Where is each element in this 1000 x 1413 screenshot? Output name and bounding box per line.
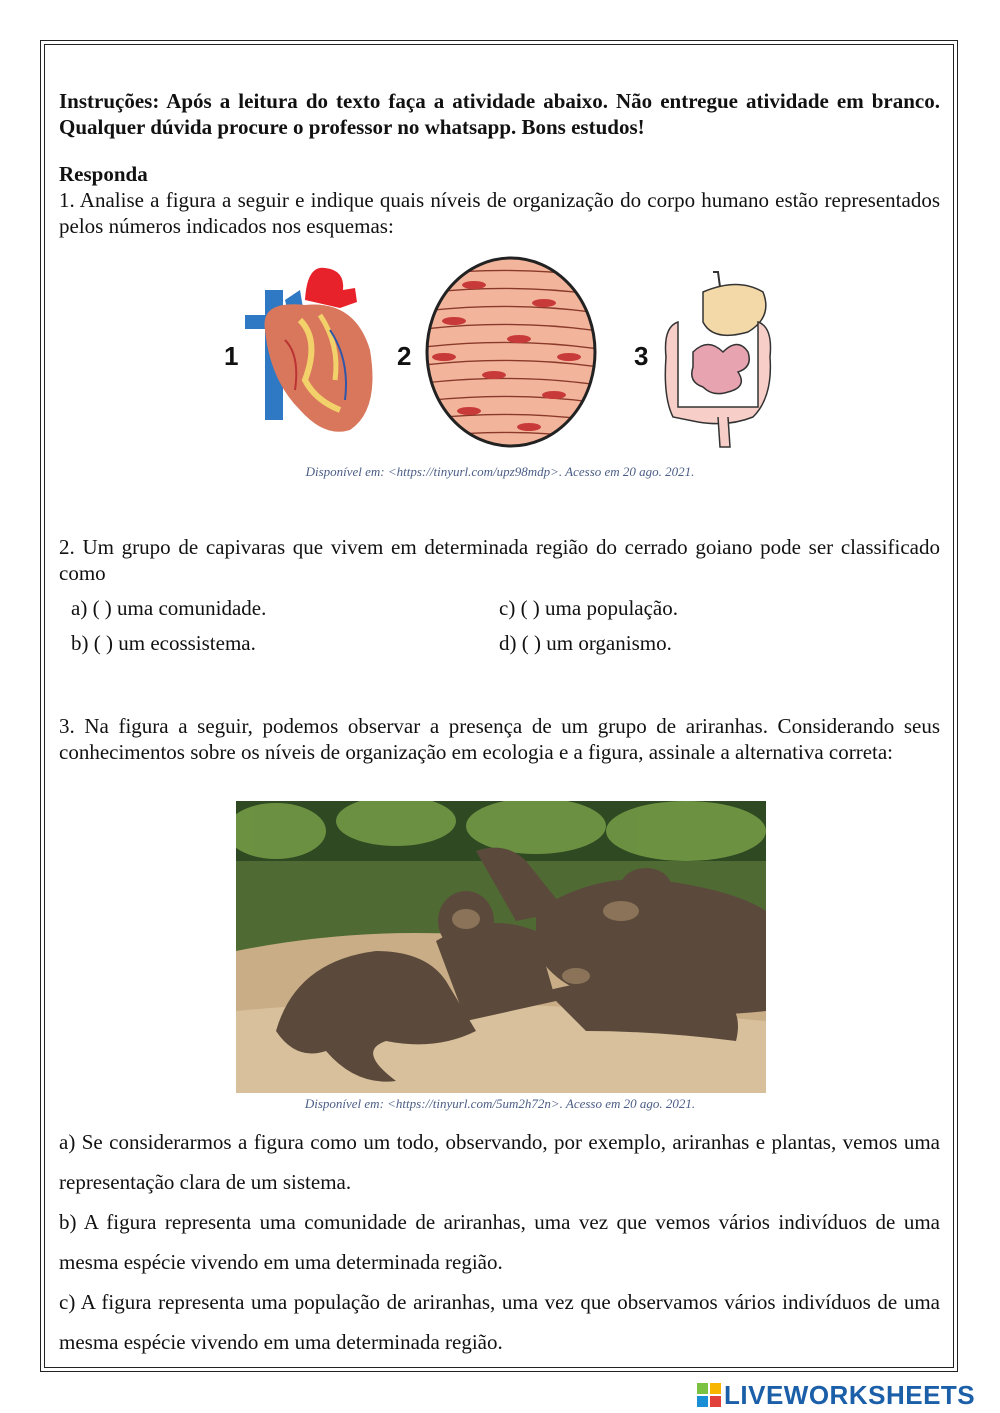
question-2-option-b[interactable]: b) ( ) um ecossistema. — [71, 631, 256, 655]
question-2-option-a[interactable]: a) ( ) uma comunidade. — [71, 596, 267, 620]
question-2 — [59, 534, 940, 586]
liveworksheets-logo — [697, 1380, 975, 1410]
digestive-system-illustration — [658, 267, 783, 452]
heart-illustration — [245, 260, 380, 435]
instructions-text: Instruções: Após a leitura do texto faça a atividade abaixo. Não entregue atividade em branco. Qualquer dúvida procure o professor no whatsapp. Bons estudos! — [59, 89, 940, 139]
question-2-option-d[interactable]: d) ( ) um organismo. — [499, 631, 672, 655]
figure-label-2: 2 — [397, 341, 412, 371]
liveworksheets-logo-icon — [697, 1383, 721, 1407]
question-3-text: 3. Na figura a seguir, podemos observar a presença de um grupo de ariranhas. Considerando seus conhecimentos sobre os níveis de organização em ecologia e a figura, assinale a alternativa correta: — [59, 714, 940, 764]
question-1-text: 1. Analise a figura a seguir e indique quais níveis de organização do corpo humano estão representados pelos números indicados nos esquemas: — [59, 188, 940, 238]
question-3 — [59, 713, 940, 765]
question-3-answers — [59, 1122, 940, 1362]
question-3-answer-a[interactable]: a) Se considerarmos a figura como um todo, observando, por exemplo, ariranhas e plantas, vemos uma representação clara de um sistema. — [59, 1130, 940, 1194]
question-2-option-c[interactable]: c) ( ) uma população. — [499, 596, 679, 620]
liveworksheets-logo-text: LIVEWORKSHEETS — [724, 1379, 976, 1410]
question-3-answer-b[interactable]: b) A figura representa uma comunidade de ariranhas, uma vez que vemos vários indivíduos de uma mesma espécie vivendo em uma determinada região. — [59, 1210, 940, 1274]
question-2-text: 2. Um grupo de capivaras que vivem em determinada região do cerrado goiano pode ser classificado como — [59, 535, 940, 585]
section-heading: Responda — [59, 162, 148, 186]
instructions-block — [59, 88, 940, 140]
question-1-figure — [0, 255, 1000, 455]
figure-2-caption: Disponível em: <https://tinyurl.com/5um2h72n>. Acesso em 20 ago. 2021. — [304, 1096, 696, 1111]
otters-photo — [236, 801, 766, 1093]
figure-1-caption: Disponível em: <https://tinyurl.com/upz98mdp>. Acesso em 20 ago. 2021. — [305, 464, 695, 479]
question-3-answer-c[interactable]: c) A figura representa uma população de ariranhas, uma vez que observamos vários indivíduos de uma mesma espécie vivendo em uma determinada região. — [59, 1290, 940, 1354]
figure-label-3: 3 — [634, 341, 649, 371]
question-1 — [59, 161, 940, 239]
figure-label-1: 1 — [224, 341, 239, 371]
muscle-tissue-illustration — [424, 255, 599, 450]
